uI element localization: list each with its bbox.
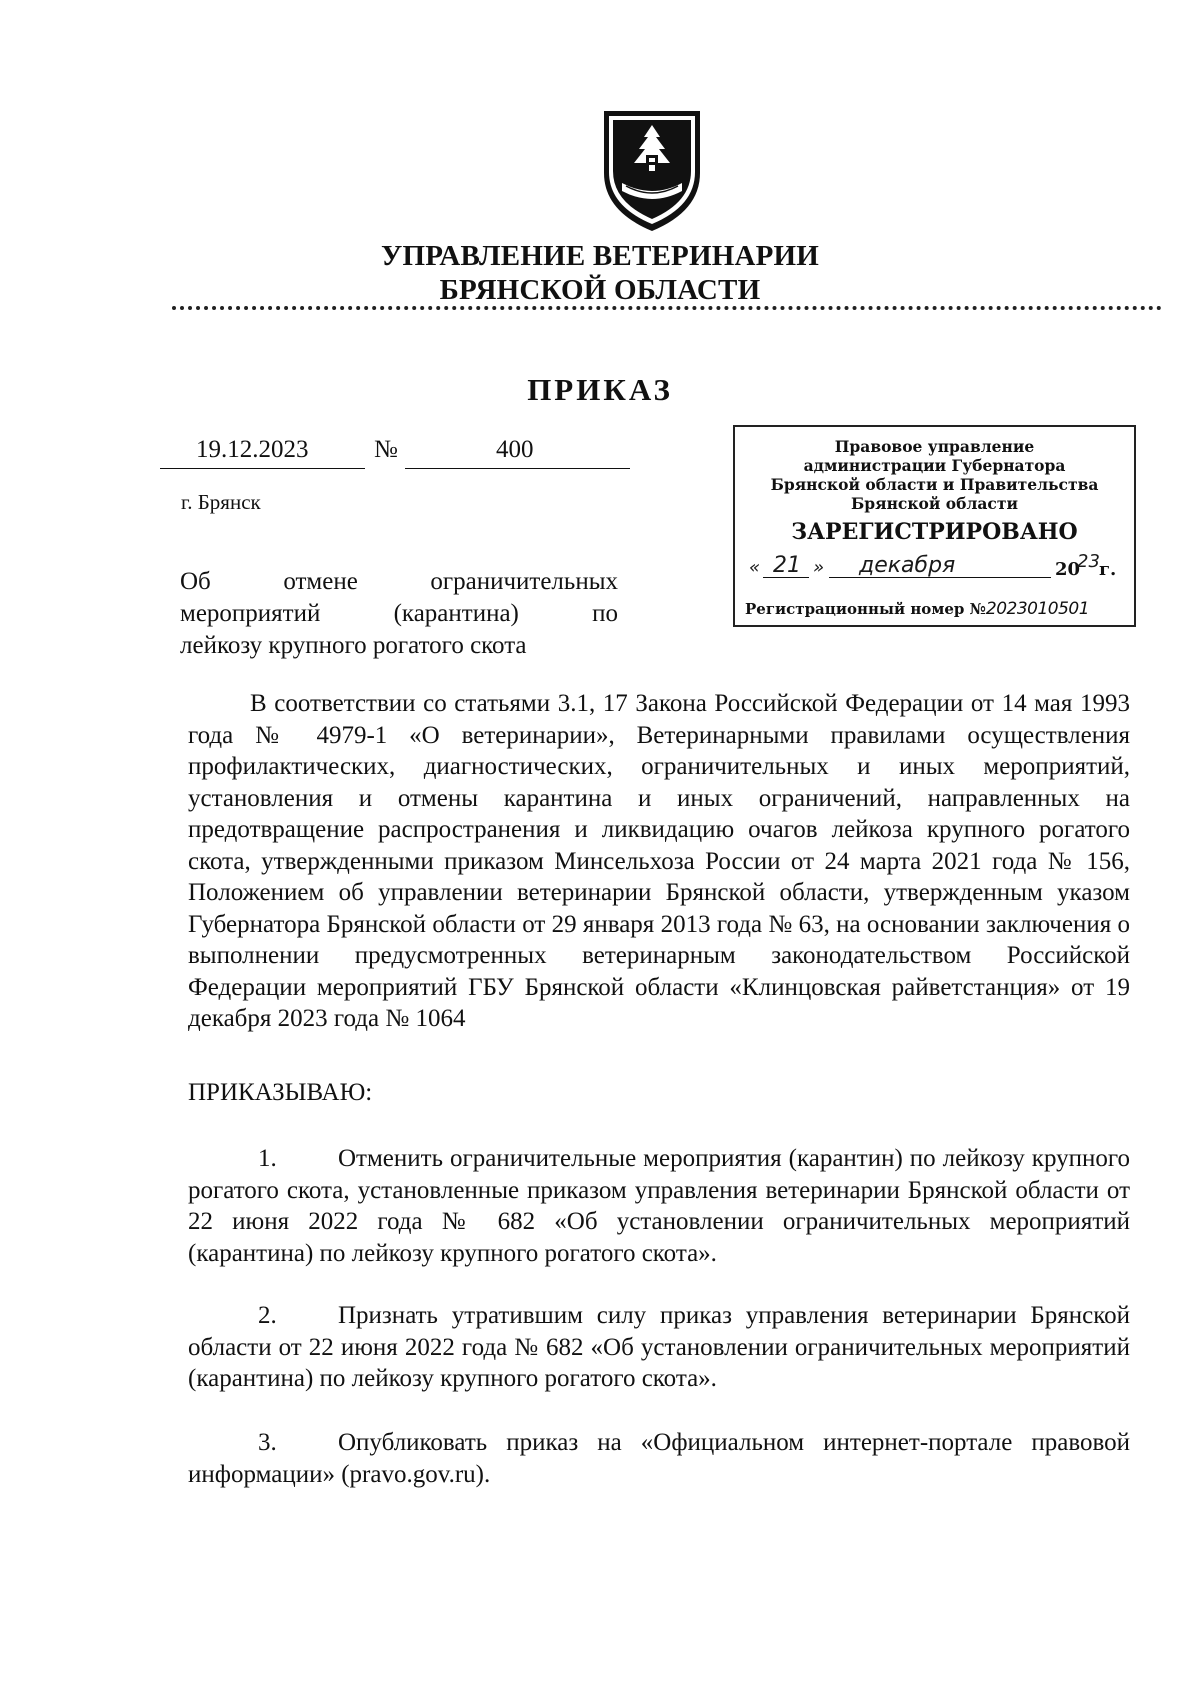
order-number: 400 xyxy=(496,436,534,463)
order-subject xyxy=(180,566,618,662)
city: г. Брянск xyxy=(181,490,261,514)
stamp-org-line: Брянской области xyxy=(851,494,1018,513)
item-number: 3. xyxy=(258,1429,277,1456)
item-number: 1. xyxy=(258,1145,277,1172)
item-text: Признать утратившим силу приказ управления ветеринарии Брянской области от 22 июня 2022 года № 682 «Об установлении ограничительных мероприятий (карантина) по лейкозу крупного рогатого скота». xyxy=(188,1302,1130,1392)
subject-line: лейкозу крупного рогатого скота xyxy=(180,632,527,659)
order-word: ПРИКАЗЫВАЮ: xyxy=(188,1079,373,1106)
registration-stamp xyxy=(733,425,1136,627)
number-sign: № xyxy=(374,436,398,463)
stamp-month: декабря xyxy=(859,553,956,578)
stamp-reg-label: Регистрационный номер № xyxy=(745,600,986,618)
stamp-reg-number xyxy=(745,599,1127,619)
org-name-line2: БРЯНСКОЙ ОБЛАСТИ xyxy=(439,274,761,306)
order-item xyxy=(188,1143,1130,1269)
order-item xyxy=(188,1300,1130,1395)
stamp-day: 21 xyxy=(773,553,801,578)
subject-line: Об отмене ограничительных xyxy=(180,568,618,595)
document-title: ПРИКАЗ xyxy=(527,372,673,407)
item-text: Отменить ограничительные мероприятия (карантин) по лейкозу крупного рогатого скота, установленные приказом управления ветеринарии Брянской области от 22 июня 2022 года № 682 «Об установлении ограничительных мероприятий (карантина) по лейкозу крупного рогатого скота». xyxy=(188,1145,1130,1267)
item-text: Опубликовать приказ на «Официальном интернет-портале правовой информации» (pravo.gov.ru). xyxy=(188,1429,1130,1488)
header-divider xyxy=(172,306,1162,310)
stamp-year-unit: г. xyxy=(1099,559,1117,580)
stamp-org-line: Правовое управление xyxy=(834,437,1035,456)
preamble-paragraph xyxy=(188,688,1130,1035)
stamp-org-line: администрации Губернатора xyxy=(803,456,1066,475)
subject-line: мероприятий (карантина) по xyxy=(180,600,618,627)
stamp-year-suffix: 23 xyxy=(1077,551,1100,572)
preamble-text: В соответствии со статьями 3.1, 17 Закона Российской Федерации от 14 мая 1993 года № 4979-1 «О ветеринарии», Ветеринарными правилами осуществления профилактических, диагностических, ограничительных и иных мероприятий, установления и отмены карантина и иных ограничений, направленных на предотвращение распространения и ликвидацию очагов лейкоза крупного рогатого скота, утвержденными приказом Минсельхоза России от 24 марта 2021 года № 156, Положением об управлении ветеринарии Брянской области, утвержденным указом Губернатора Брянской области от 29 января 2013 года № 63, на основании заключения о выполнении предусмотренных ветеринарным законодательством Российской Федерации мероприятий ГБУ Брянской области «Клинцовская райветстанция» от 19 декабря 2023 года № 1064 xyxy=(188,690,1130,1032)
stamp-reg-value: 2023010501 xyxy=(985,599,1090,619)
order-date: 19.12.2023 xyxy=(196,436,309,463)
stamp-org-line: Брянской области и Правительства xyxy=(770,475,1099,494)
stamp-status: ЗАРЕГИСТРИРОВАНО xyxy=(791,519,1078,545)
org-name-line1: УПРАВЛЕНИЕ ВЕТЕРИНАРИИ xyxy=(380,240,820,272)
bryansk-coat-of-arms-icon xyxy=(600,107,704,235)
order-item xyxy=(188,1427,1130,1490)
stamp-date: « 21 » декабря 20 23 г. xyxy=(749,551,1117,580)
stamp-year-prefix: 20 xyxy=(1055,559,1081,580)
item-number: 2. xyxy=(258,1302,277,1329)
